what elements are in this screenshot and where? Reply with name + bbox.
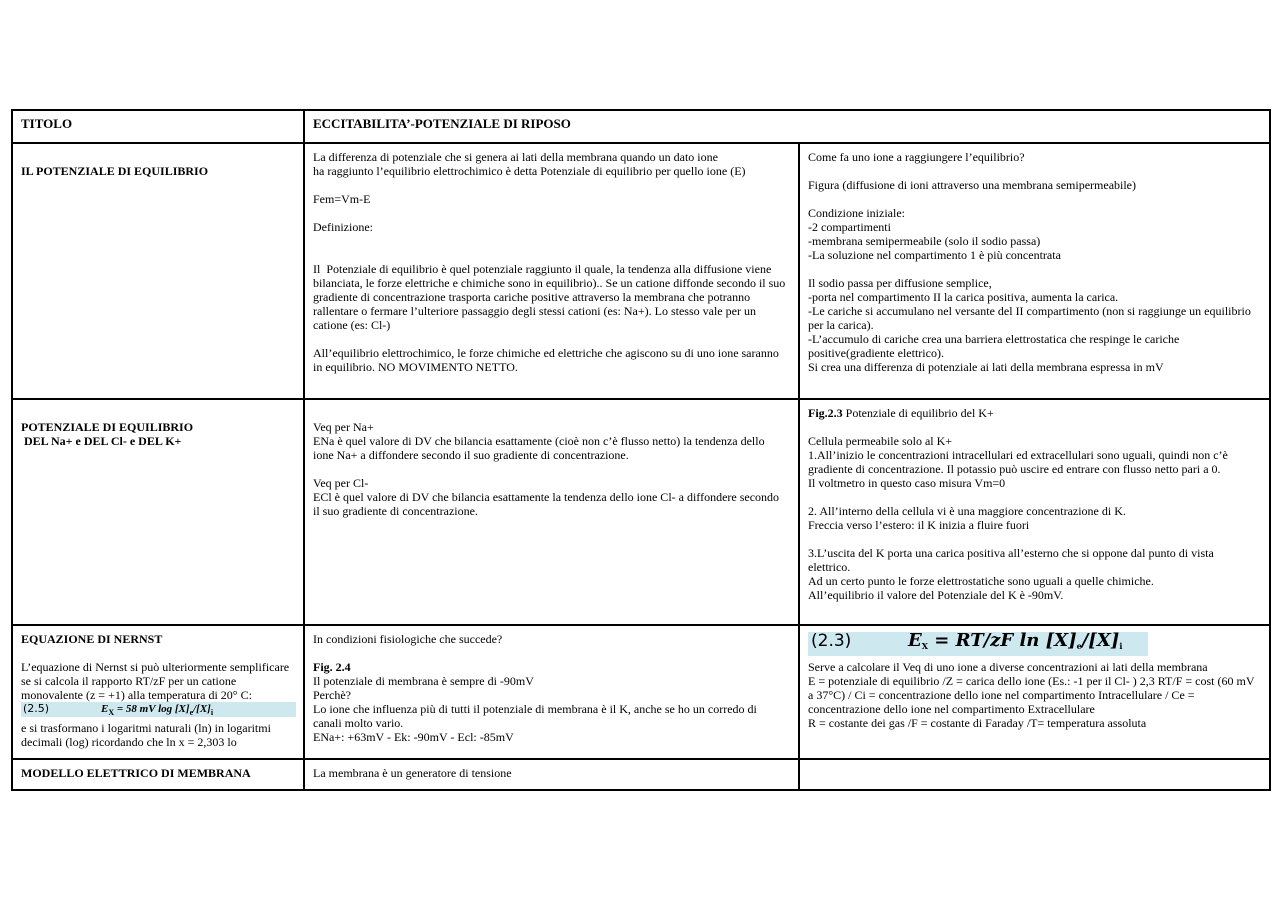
nernst-simplified-formula: [21, 702, 296, 717]
text-line: [313, 178, 791, 192]
text-line: La differenza di potenziale che si genera ai lati della membrana quando un dato ione: [313, 150, 718, 164]
text-line: -La soluzione nel compartimento 1 è più concentrata: [808, 248, 1061, 262]
text-line: ha raggiunto l’equilibrio elettrochimico è detta Potenziale di equilibrio per quello ione (E): [313, 164, 746, 178]
text-line: All’equilibrio il valore del Potenziale del K è -90mV.: [808, 588, 1064, 602]
row4-label-cell: [12, 759, 304, 790]
text-line: Cellula permeabile solo al K+: [808, 434, 953, 448]
text-line: -membrana semipermeabile (solo il sodio passa): [808, 234, 1041, 248]
nernst-formula: [808, 632, 1148, 656]
text-line: [808, 192, 1262, 206]
row3-label-cell: [12, 625, 304, 759]
row1-right-text: [808, 150, 1262, 374]
title-value-cell: [304, 110, 1270, 143]
text-line: ENa è quel valore di DV che bilancia esattamente (cioè non c’è flusso netto) la tendenza dello: [313, 434, 765, 448]
text-line: catione (es: Cl-): [313, 318, 391, 332]
row-nernst: [12, 625, 1270, 759]
text-line: Si crea una differenza di potenziale ai lati della membrana espressa in mV: [808, 360, 1164, 374]
row3-mid-question: In condizioni fisiologiche che succede?: [313, 632, 503, 646]
page-title: ECCITABILITA’-POTENZIALE DI RIPOSO: [313, 116, 571, 131]
text-line: ENa+: +63mV - Ek: -90mV - Ecl: -85mV: [313, 730, 514, 744]
text-line: monovalente (z = +1) alla temperatura di 20° C:: [21, 688, 252, 702]
row-equilibrium-ions: [12, 399, 1270, 625]
row4-label: MODELLO ELETTRICO DI MEMBRANA: [21, 766, 251, 780]
row3-label: EQUAZIONE DI NERNST: [21, 632, 163, 646]
document-table: [11, 109, 1271, 791]
text-line: Il Potenziale di equilibrio è quel potenziale raggiunto il quale, la tendenza alla diffusione viene: [313, 262, 772, 276]
row4-mid-cell: [304, 759, 799, 790]
text-line: ECl è quel valore di DV che bilancia esattamente la tendenza dello ione Cl- a diffondere secondo: [313, 490, 780, 504]
text-line: positive(gradiente elettrico).: [808, 346, 944, 360]
text-line: [313, 332, 791, 346]
row2-fig-title: Potenziale di equilibrio del K+: [842, 406, 994, 420]
text-line: Veq per Cl-: [313, 476, 369, 490]
row1-label-cell: [12, 143, 304, 399]
row3-right-text: [808, 660, 1262, 730]
text-line: Ad un certo punto le forze elettrostatiche sono uguali a quelle chimiche.: [808, 574, 1154, 588]
text-line: il suo gradiente di concentrazione.: [313, 504, 478, 518]
text-line: gradiente di concentrazione trasporta cariche positive attraverso la membrana che potranno: [313, 290, 751, 304]
text-line: -2 compartimenti: [808, 220, 891, 234]
text-line: concentrazione dello ione nel compartimento Extracellulare: [808, 702, 1095, 716]
row3-left-text-after: [21, 721, 296, 749]
title-row: [12, 110, 1270, 143]
row4-right-cell: [799, 759, 1270, 790]
row2-fig-caption: [808, 406, 1262, 420]
text-line: a 37°C) / Ci = concentrazione dello ione nel compartimento Intracellulare / Ce =: [808, 688, 1195, 702]
text-line: Figura (diffusione di ioni attraverso una membrana semipermeabile): [808, 178, 1137, 192]
text-line: [808, 262, 1262, 276]
text-line: -L’accumulo di cariche crea una barriera elettrostatica che respinge le cariche: [808, 332, 1180, 346]
text-line: per la carica).: [808, 318, 874, 332]
text-line: R = costante dei gas /F = costante di Faraday /T= temperatura assoluta: [808, 716, 1147, 730]
text-line: Il potenziale di membrana è sempre di -90mV: [313, 674, 534, 688]
text-line: Serve a calcolare il Veq di uno ione a diverse concentrazioni ai lati della membrana: [808, 660, 1208, 674]
title-label-cell: [12, 110, 304, 143]
text-line: Freccia verso l’estero: il K inizia a fluire fuori: [808, 518, 1030, 532]
text-line: [808, 532, 1262, 546]
text-line: Lo ione che influenza più di tutti il potenziale di membrana è il K, anche se ho un corredo di: [313, 702, 757, 716]
row2-label-line2: DEL Na+ e DEL Cl- e DEL K+: [21, 434, 182, 448]
text-line: All’equilibrio elettrochimico, le forze chimiche ed elettriche che agiscono su di uno ione saranno: [313, 346, 779, 360]
text-line: [313, 248, 791, 262]
text-line: gradiente di concentrazione. Il potassio può uscire ed entrare con flusso netto pari a 0.: [808, 462, 1221, 476]
row2-right-cell: [799, 399, 1270, 625]
formula-2-3-equation: $E_X = RT/zF$ $\ln [X]_e/[X]_i$: [908, 630, 1123, 651]
text-line: rallentare o fermare l’ulteriore passaggio degli stessi cationi (es: Na+). Lo stesso vale per un: [313, 304, 756, 318]
formula-2-5-equation: $E_X = 58$ mV $\log [X]_e/[X]_i$: [101, 703, 214, 717]
row2-right-text: [808, 420, 1262, 602]
text-line: Fem=Vm-E: [313, 192, 371, 206]
row1-label: IL POTENZIALE DI EQUILIBRIO: [21, 164, 209, 178]
text-line: [21, 646, 296, 660]
row2-label-cell: [12, 399, 304, 625]
text-line: Il sodio passa per diffusione semplice,: [808, 276, 992, 290]
text-line: [313, 462, 791, 476]
text-line: -porta nel compartimento II la carica positiva, aumenta la carica.: [808, 290, 1119, 304]
text-line: Il voltmetro in questo caso misura Vm=0: [808, 476, 1006, 490]
text-line: [313, 234, 791, 248]
row-electrical-model: [12, 759, 1270, 790]
text-line: Condizione iniziale:: [808, 206, 905, 220]
text-line: elettrico.: [808, 560, 851, 574]
row2-mid-text: [313, 420, 791, 518]
row2-mid-cell: [304, 399, 799, 625]
text-line: [808, 164, 1262, 178]
row2-fig-label: Fig.2.3: [808, 406, 843, 420]
text-line: -Le cariche si accumulano nel versante del II compartimento (non si raggiunge un equilibrio: [808, 304, 1251, 318]
row-equilibrium-potential: [12, 143, 1270, 399]
text-line: canali molto vario.: [313, 716, 404, 730]
text-line: 3.L’uscita del K porta una carica positiva all’esterno che si oppone dal punto di vista: [808, 546, 1214, 560]
text-line: 1.All’inizio le concentrazioni intracellulari ed extracellulari sono uguali, quindi non c’è: [808, 448, 1228, 462]
row4-mid-text: La membrana è un generatore di tensione: [313, 766, 512, 780]
row1-mid-text: [313, 150, 791, 374]
text-line: e si trasformano i logaritmi naturali (ln) in logaritmi: [21, 721, 271, 735]
text-line: Come fa uno ione a raggiungere l’equilibrio?: [808, 150, 1025, 164]
text-line: E = potenziale di equilibrio /Z = carica dello ione (Es.: -1 per il Cl- ) 2,3 RT/F = cost (60 mV: [808, 674, 1255, 688]
formula-2-3-number: (2.3): [811, 631, 852, 651]
text-line: se si calcola il rapporto RT/zF per un catione: [21, 674, 237, 688]
text-line: 2. All’interno della cellula vi è una maggiore concentrazione di K.: [808, 504, 1126, 518]
text-line: [808, 490, 1262, 504]
row3-right-cell: [799, 625, 1270, 759]
text-line: decimali (log) ricordando che ln x = 2,303 lo: [21, 735, 237, 749]
row3-mid-text: [313, 674, 791, 744]
formula-2-5-number: (2.5): [23, 702, 50, 715]
text-line: Veq per Na+: [313, 420, 374, 434]
text-line: Definizione:: [313, 220, 373, 234]
title-label: TITOLO: [21, 116, 73, 131]
row3-left-text-before: [21, 646, 296, 702]
text-line: [808, 420, 1262, 434]
row3-fig-label: Fig. 2.4: [313, 660, 351, 674]
text-line: in equilibrio. NO MOVIMENTO NETTO.: [313, 360, 518, 374]
row1-right-cell: [799, 143, 1270, 399]
text-line: bilanciata, le forze elettriche e chimiche sono in equilibrio).. Se un catione diffonde secondo il suo: [313, 276, 786, 290]
text-line: L’equazione di Nernst si può ulteriormente semplificare: [21, 660, 290, 674]
text-line: [313, 206, 791, 220]
text-line: ione Na+ a diffondere secondo il suo gradiente di concentrazione.: [313, 448, 629, 462]
row2-label-line1: POTENZIALE DI EQUILIBRIO: [21, 420, 194, 434]
text-line: Perchè?: [313, 688, 351, 702]
row1-mid-cell: [304, 143, 799, 399]
row3-mid-cell: [304, 625, 799, 759]
